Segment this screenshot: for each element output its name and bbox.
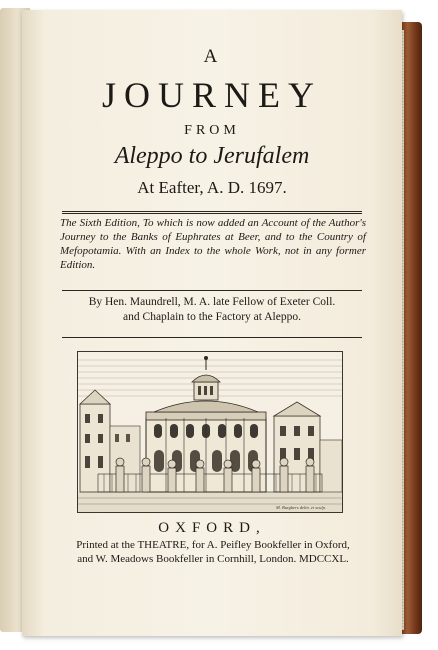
author-block bbox=[52, 295, 372, 325]
imprint-place: OXFORD, bbox=[158, 520, 266, 536]
title-route: Aleppo to Jerufalem bbox=[114, 143, 310, 169]
rule-top-thin bbox=[62, 213, 362, 214]
title-page bbox=[22, 10, 402, 636]
imprint-block bbox=[52, 538, 374, 566]
engraver-signature: M. Burghers delin. et sculp. bbox=[276, 505, 326, 510]
title-journey: JOURNEY bbox=[101, 75, 322, 115]
title-from: FROM bbox=[184, 123, 240, 138]
sheldonian-theatre-engraving bbox=[78, 352, 342, 512]
rule-top bbox=[62, 211, 362, 212]
author-line-1: By Hen. Maundrell, M. A. late Fellow of Exeter Coll. bbox=[88, 296, 336, 308]
title-a: A bbox=[203, 46, 221, 67]
engraving-illustration bbox=[77, 351, 343, 513]
edition-statement: The Sixth Edition, To which is now added an Account of the Author's Journey to the Banks of Euphrates at Beer, and to the Country of Mefopotamia. With an Index to the whole Work, not in any former Edition. bbox=[60, 217, 366, 271]
rule-bottom bbox=[62, 337, 362, 338]
imprint-line-2: and W. Meadows Bookfeller in Cornhill, London. MDCCXL. bbox=[77, 553, 349, 565]
imprint-line-1: Printed at the THEATRE, for A. Peifley Bookfeller in Oxford, bbox=[76, 539, 350, 551]
title-date: At Eafter, A. D. 1697. bbox=[137, 178, 287, 197]
rule-middle bbox=[62, 290, 362, 291]
author-line-2: and Chaplain to the Factory at Aleppo. bbox=[123, 311, 301, 323]
